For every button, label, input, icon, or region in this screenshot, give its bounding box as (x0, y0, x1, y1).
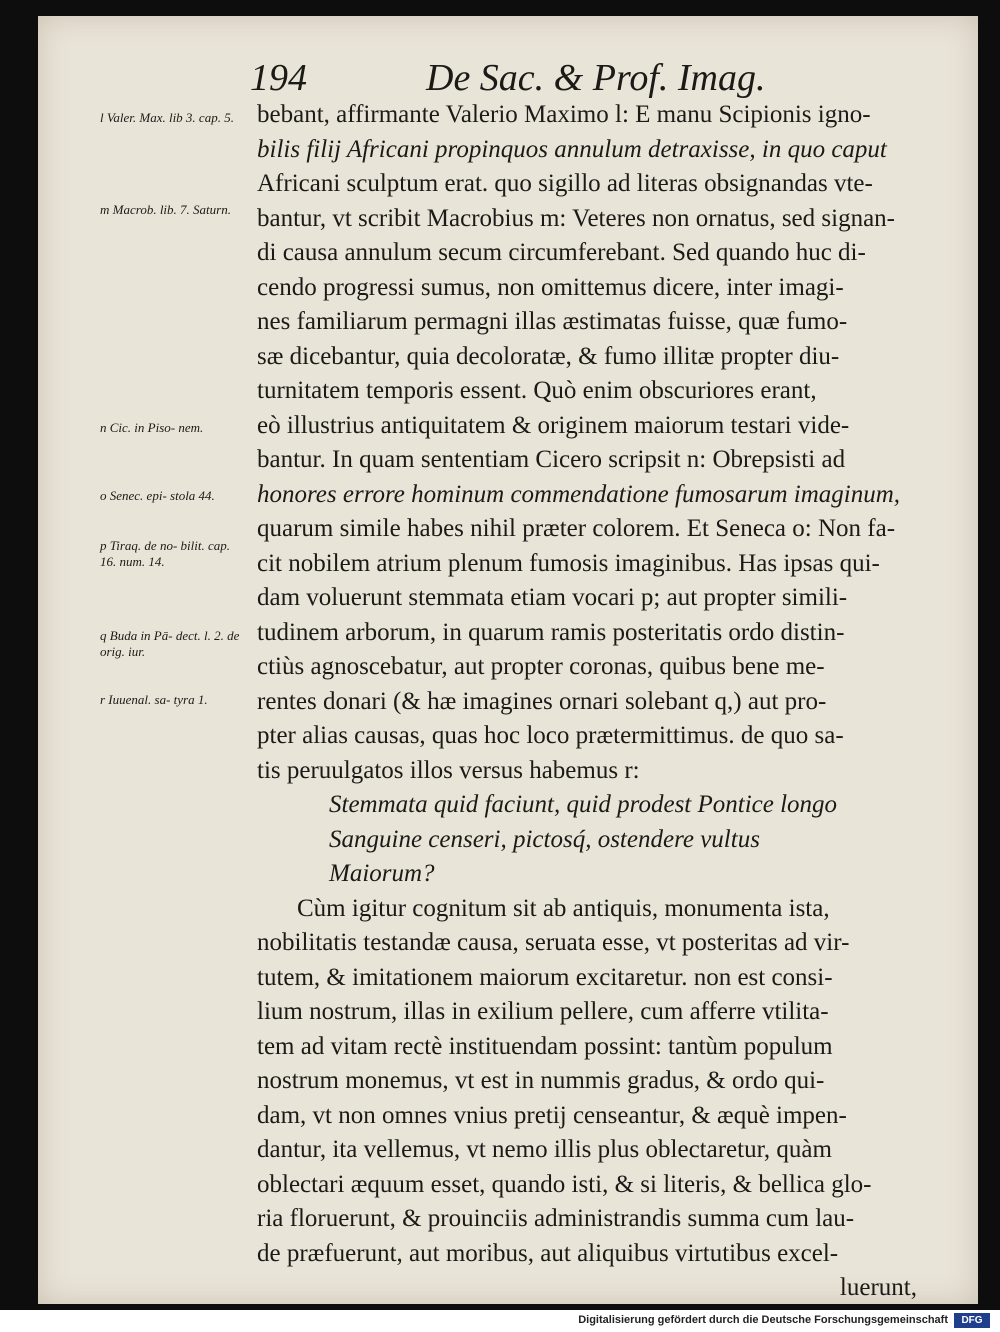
text-line: nobilitatis testandæ causa, seruata esse, vt posteritas ad vir- (257, 929, 850, 956)
catchword: luerunt, (839, 1274, 917, 1301)
margin-note-l: l Valer. Max. lib 3. cap. 5. (100, 110, 234, 125)
footer-bar (0, 1310, 1000, 1332)
margin-note-n: n Cic. in Piso- nem. (100, 420, 204, 435)
dfg-logo-icon: DFG (954, 1313, 990, 1328)
text-line: nes familiarum permagni illas æstimatas fuisse, quæ fumo- (257, 308, 848, 335)
text-line: bebant, affirmante Valerio Maximo l: E manu Scipionis igno- (257, 101, 871, 128)
text-line: Cùm igitur cognitum sit ab antiquis, monumenta ista, (297, 894, 830, 922)
margin-note-p: p Tiraq. de no- bilit. cap. 16. num. 14. (100, 538, 230, 569)
text-line: nostrum monemus, vt est in nummis gradus, & ordo qui- (257, 1067, 825, 1094)
text-line: di causa annulum secum circumferebant. Sed quando huc di- (257, 239, 866, 266)
text-line: bilis filij Africani propinquos annulum detraxisse, in quo caput (257, 135, 887, 163)
text-line: cendo progressi sumus, non omittemus dicere, inter imagi- (257, 273, 844, 301)
text-line: sæ dicebantur, quia decoloratæ, & fumo illitæ propter diu- (257, 342, 840, 370)
text-line: rentes donari (& hæ imagines ornari solebant q,) aut pro- (257, 687, 827, 715)
page-number: 194 (250, 57, 307, 99)
text-line: dam, vt non omnes vnius pretij censeantur, & æquè impen- (257, 1101, 847, 1129)
text-line: eò illustrius antiquitatem & originem maiorum testari vide- (257, 411, 850, 439)
text-line: de præfuerunt, aut moribus, aut aliquibus virtutibus excel- (257, 1239, 839, 1267)
margin-note-m: m Macrob. lib. 7. Saturn. (100, 202, 231, 217)
running-title: De Sac. & Prof. Imag. (426, 57, 766, 99)
text-line: Africani sculptum erat. quo sigillo ad literas obsignandas vte- (257, 170, 873, 197)
text-line: ctiùs agnoscebatur, aut propter coronas, quibus bene me- (257, 653, 825, 680)
margin-note-r: r Iuuenal. sa- tyra 1. (100, 692, 208, 707)
text-line: bantur. In quam sententiam Cicero scripsit n: Obrepsisti ad (257, 446, 846, 473)
text-line: lium nostrum, illas in exilium pellere, cum afferre vtilita- (257, 998, 829, 1025)
margin-note-q: q Buda in Pā- dect. l. 2. de orig. iur. (100, 628, 240, 659)
main-text (257, 98, 937, 1306)
text-line: tis peruulgatos illos versus habemus r: (257, 756, 640, 784)
text-line: tutem, & imitationem maiorum excitaretur. non est consi- (257, 963, 833, 991)
text-line: tudinem arborum, in quarum ramis posteritatis ordo distin- (257, 618, 845, 646)
text-line: turnitatem temporis essent. Quò enim obscuriores erant, (257, 377, 817, 404)
text-line: quarum simile habes nihil præter colorem. Et Seneca o: Non fa- (257, 515, 896, 542)
book-page (38, 16, 978, 1304)
verse-line: Maiorum? (329, 860, 435, 887)
text-line: tem ad vitam rectè instituendam possint: tantùm populum (257, 1032, 833, 1060)
text-line: bantur, vt scribit Macrobius m: Veteres non ornatus, sed signan- (257, 204, 896, 232)
text-line: dantur, ita vellemus, vt nemo illis plus oblectaretur, quàm (257, 1136, 832, 1163)
verse-line: Sanguine censeri, pictosq́, ostendere vultus (329, 825, 760, 853)
verse-line: Stemmata quid faciunt, quid prodest Pontice longo (329, 791, 838, 818)
footer-credit: Digitalisierung gefördert durch die Deutsche Forschungsgemeinschaft (578, 1314, 948, 1326)
text-line: oblectari æquum esset, quando isti, & si literis, & bellica glo- (257, 1170, 872, 1198)
text-line: pter alias causas, quas hoc loco prætermittimus. de quo sa- (257, 722, 844, 749)
text-line: ria floruerunt, & prouinciis administrandis summa cum lau- (257, 1205, 855, 1232)
margin-note-o: o Senec. epi- stola 44. (100, 488, 215, 503)
text-line: dam voluerunt stemmata etiam vocari p; aut propter simili- (257, 584, 848, 611)
text-line: cit nobilem atrium plenum fumosis imaginibus. Has ipsas qui- (257, 549, 880, 577)
text-line: honores errore hominum commendatione fumosarum imaginum, (257, 480, 901, 508)
